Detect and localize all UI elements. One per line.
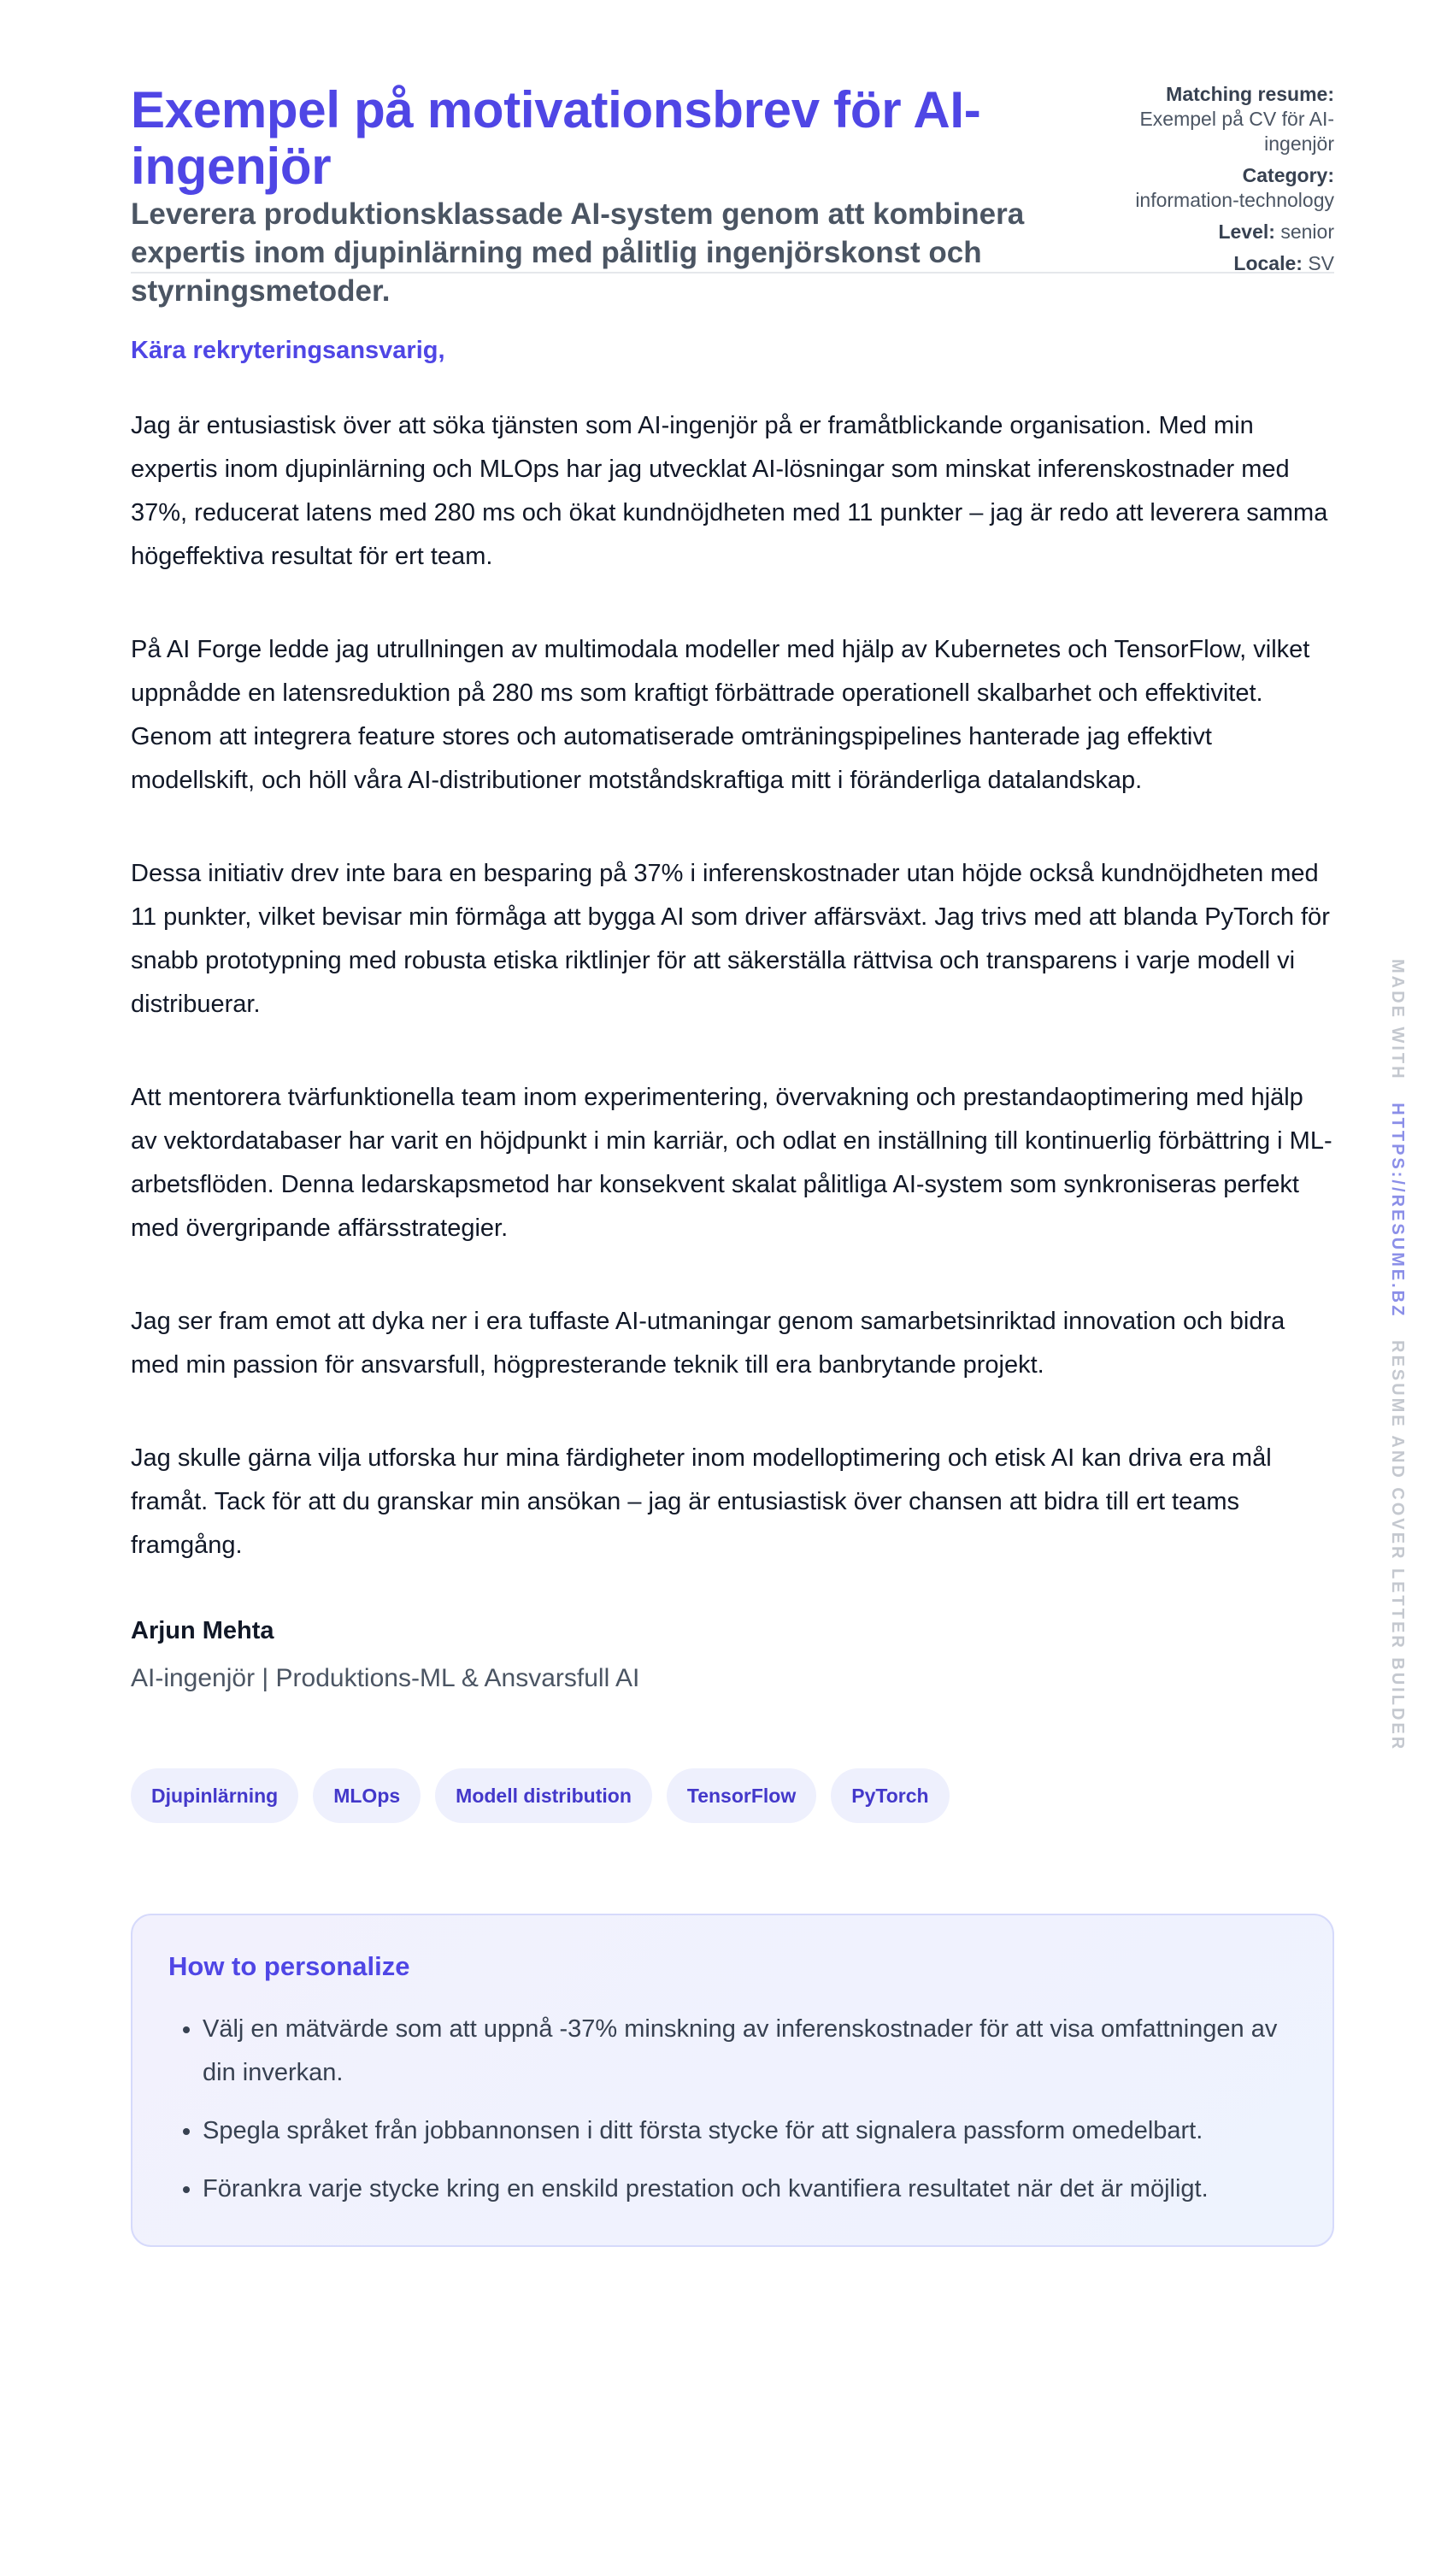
tips-title: How to personalize [168,1951,410,1981]
skill-tag[interactable]: MLOps [313,1768,421,1823]
watermark-suffix: RESUME AND COVER LETTER BUILDER [1388,1340,1407,1752]
skill-tag[interactable]: Modell distribution [435,1768,652,1823]
meta-panel [1129,82,1334,283]
skill-tag[interactable]: Djupinlärning [131,1768,298,1823]
letter-greeting: Kära rekryteringsansvarig, [131,337,445,364]
meta-level [1129,220,1334,244]
signature-block [131,1617,1334,1693]
meta-locale [1129,251,1334,276]
letter-paragraph: Jag ser fram emot att dyka ner i era tuffaste AI-utmaningar genom samarbetsinriktad innovation och bidra med min passion för ansvarsfull, högpresterande teknik till era banbrytande projekt. [131,1308,1285,1379]
meta-level-value: senior [1280,221,1334,243]
tips-list [168,2008,1297,2211]
letter-body [131,337,1334,1567]
page-header [131,0,1334,308]
skill-tag[interactable]: PyTorch [831,1768,949,1823]
meta-locale-value: SV [1308,252,1334,274]
meta-category-label: Category: [1242,164,1334,186]
cover-letter-page [131,0,1334,2247]
skill-tags [131,1768,1334,1823]
signature-name: Arjun Mehta [131,1617,274,1644]
watermark-prefix: MADE WITH [1388,959,1407,1081]
letter-paragraph: Jag är entusiastisk över att söka tjänsten som AI-ingenjör på er framåtblickande organisation. Med min expertis inom djupinlärning och MLOps har jag utvecklat AI-lösningar som minskat inferenskostnader med 37%, reducerat latens med 280 ms och ökat kundnöjdheten med 11 punkter – jag är redo att leverera samma högeffektiva resultat för ert team. [131,412,1328,570]
tip-item: • Förankra varje stycke kring en enskild prestation och kvantifiera resultatet när det är möjligt. [203,2167,1297,2211]
letter-paragraph: Jag skulle gärna vilja utforska hur mina färdigheter inom modelloptimering och etisk AI kan driva era mål framåt. Tack för att du granskar min ansökan – jag är entusiastisk över chansen att bidra till ert teams framgång. [131,1444,1272,1559]
letter-paragraph: På AI Forge ledde jag utrullningen av multimodala modeller med hjälp av Kubernetes och TensorFlow, vilket uppnådde en latensreduktion på 280 ms som kraftigt förbättrade operationell skalbarhet och effektivitet. Genom att integrera feature stores och automatiserade omträningspipelines hanterade jag effektivt modellskift, och höll våra AI-distributioner motståndskraftiga mitt i föränderliga datalandskap. [131,636,1310,794]
meta-category-value: information-technology [1135,189,1334,211]
meta-locale-label: Locale: [1233,252,1303,274]
personalize-tips-card [131,1914,1334,2247]
tip-item: • Spegla språket från jobbannonsen i ditt första stycke för att signalera passform omedelbart. [203,2109,1297,2153]
meta-category [1129,163,1334,213]
made-with-watermark [1387,959,1407,1751]
page-title: Exempel på motivationsbrev för AI-ingenjör [131,81,981,195]
watermark-link[interactable]: HTTPS://RESUME.BZ [1388,1103,1407,1319]
meta-level-label: Level: [1218,221,1275,243]
letter-paragraph: Att mentorera tvärfunktionella team inom experimentering, övervakning och prestandaoptimering med hjälp av vektordatabaser har varit en höjdpunkt i min karriär, och odlat en inställning till kontinuerlig förbättring i ML-arbetsflöden. Denna ledarskapsmetod har konsekvent skalat pålitliga AI-system som synkroniseras perfekt med övergripande affärsstrategier. [131,1084,1332,1242]
page-subtitle: Leverera produktionsklassade AI-system genom att kombinera expertis inom djupinlärning med pålitlig ingenjörskonst och styrningsmetoder. [131,197,1025,308]
meta-matching-resume-value[interactable]: Exempel på CV för AI-ingenjör [1139,108,1334,155]
tip-item: • Välj en mätvärde som att uppnå -37% minskning av inferenskostnader för att visa omfattningen av din inverkan. [203,2008,1297,2095]
signature-title: AI-ingenjör | Produktions-ML & Ansvarsfull AI [131,1664,640,1692]
meta-matching-resume-label: Matching resume: [1166,83,1334,105]
meta-matching-resume [1129,82,1334,156]
skill-tag[interactable]: TensorFlow [667,1768,816,1823]
letter-paragraph: Dessa initiativ drev inte bara en besparing på 37% i inferenskostnader utan höjde också kundnöjdheten med 11 punkter, vilket bevisar min förmåga att bygga AI som driver affärsväxt. Jag trivs med att blanda PyTorch för snabb prototypning med robusta etiska riktlinjer för att säkerställa rättvisa och transparens i varje modell vi distribuerar. [131,860,1330,1018]
